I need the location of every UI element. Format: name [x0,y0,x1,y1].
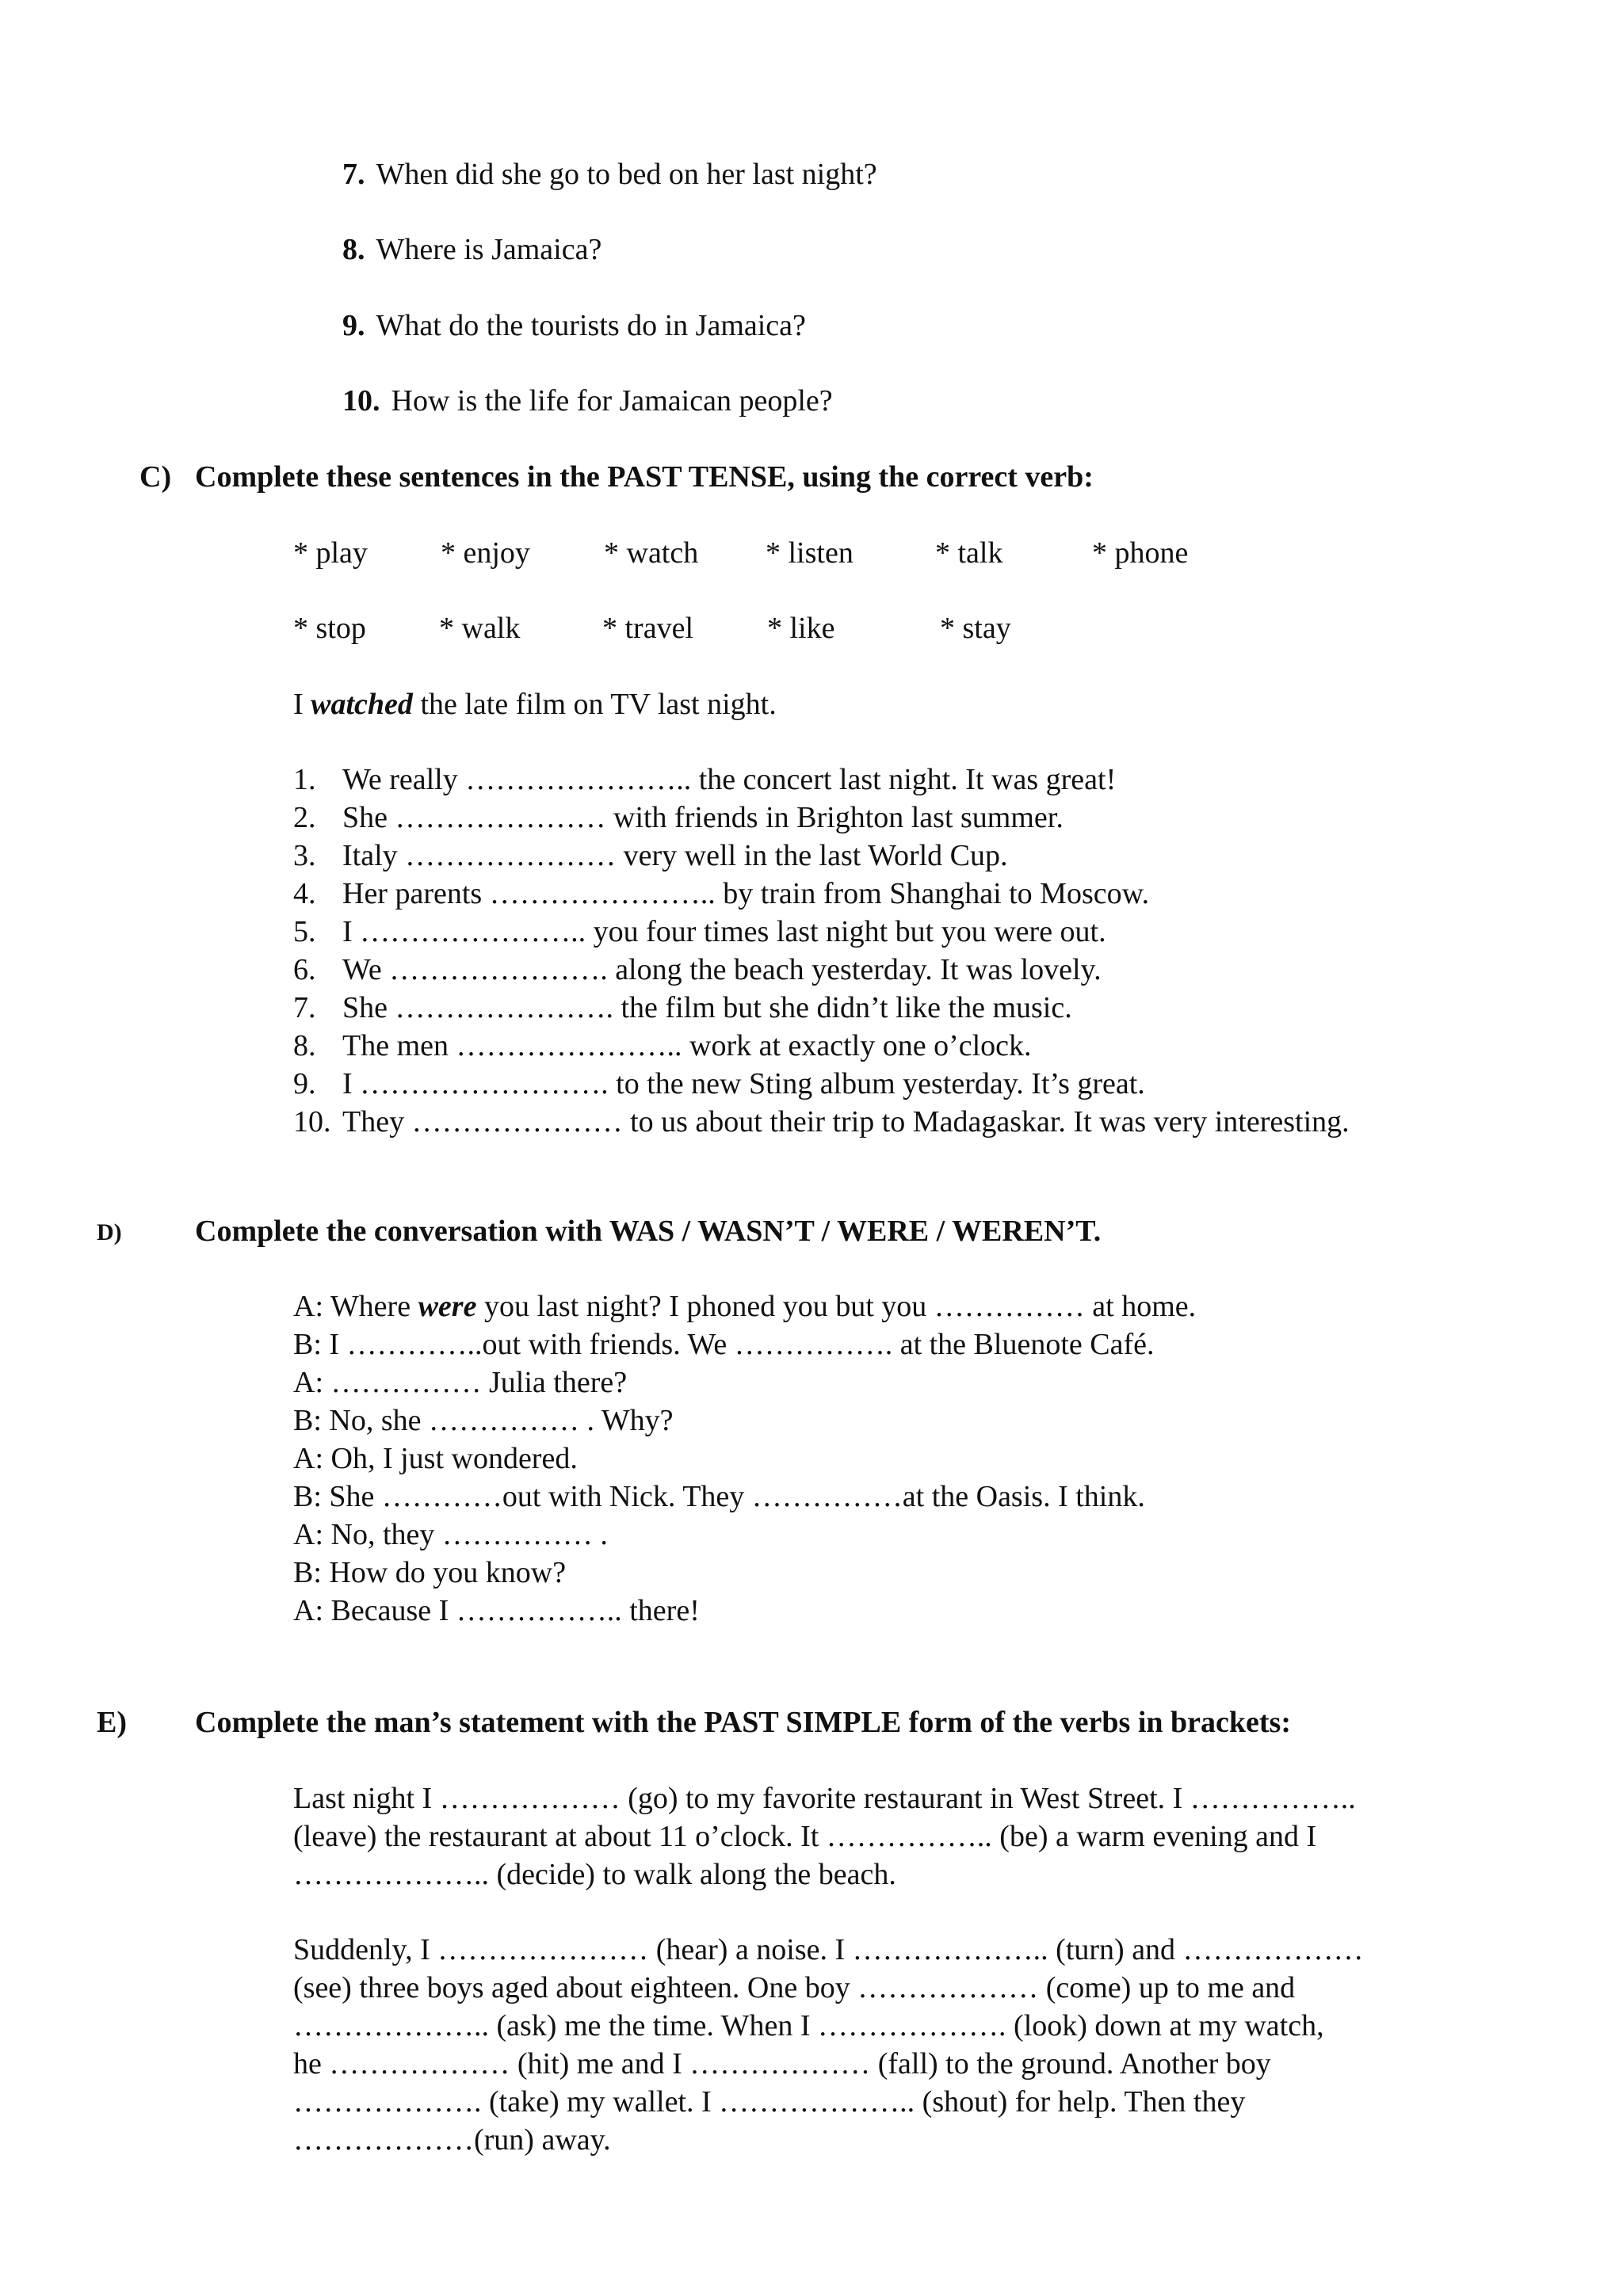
verb-option: * enjoy [441,536,530,570]
conversation-line: A: …………… Julia there? [293,1366,628,1399]
paragraph-line: ………………(run) away. [293,2123,611,2157]
verb-option: * talk [935,536,1003,570]
paragraph-line: ……………….. (ask) me the time. When I ………………. (look) down at my watch, [293,2009,1324,2042]
section-e-paragraph-2 [293,1931,1466,2159]
section-e-title: Complete the man’s statement with the PAST SIMPLE form of the verbs in brackets: [195,1706,1291,1739]
paragraph-line: ……………….. (decide) to walk along the beach. [293,1858,896,1891]
section-d-label: D) [97,1219,122,1245]
conversation-line: B: I …………..out with friends. We ……………. at the Bluenote Café. [293,1328,1155,1361]
conversation-line: B: No, she …………… . Why? [293,1404,674,1437]
section-e-label: E) [97,1706,127,1739]
verb-option: * stop [293,612,366,645]
verb-option: * travel [602,612,694,645]
conversation-line: B: She …………out with Nick. They ……………at the Oasis. I think. [293,1480,1145,1513]
section-d-title: Complete the conversation with WAS / WASN’T / WERE / WEREN’T. [195,1215,1102,1248]
section-e-paragraph-1 [293,1779,1466,1894]
conversation-line: A: No, they …………… . [293,1518,608,1551]
paragraph-line: Last night I ……………… (go) to my favorite restaurant in West Street. I …………….. [293,1782,1356,1815]
question-7: 7. When did she go to bed on her last night? [342,158,877,191]
paragraph-line: (leave) the restaurant at about 11 o’clock. It …………….. (be) a warm evening and I [293,1820,1317,1853]
verb-option: * stay [940,612,1011,645]
conversation-line: A: Where were you last night? I phoned you but you …………… at home. [293,1290,1197,1323]
question-8: 8. Where is Jamaica? [342,233,602,266]
section-c-example: I watched the late film on TV last night. [293,688,777,721]
paragraph-line: he ……………… (hit) me and I ……………… (fall) to the ground. Another boy [293,2047,1271,2081]
verb-option: * walk [439,612,521,645]
paragraph-line: Suddenly, I ………………… (hear) a noise. I ……………….. (turn) and ……………… [293,1933,1364,1966]
question-10: 10. How is the life for Jamaican people? [342,384,833,418]
section-d-conversation [293,1287,1196,1630]
verb-option: * play [293,536,368,570]
verb-option: * phone [1092,536,1189,570]
conversation-line: A: Because I …………….. there! [293,1594,700,1627]
conversation-line: B: How do you know? [293,1556,567,1589]
paragraph-line: (see) three boys aged about eighteen. One boy ……………… (come) up to me and [293,1971,1296,2004]
question-9: 9. What do the tourists do in Jamaica? [342,309,806,342]
section-c-label: C) [139,460,172,494]
verb-option: * listen [766,536,854,570]
conversation-line: A: Oh, I just wondered. [293,1442,578,1475]
section-c-title: Complete these sentences in the PAST TENSE, using the correct verb: [195,460,1094,494]
verb-option: * like [767,612,835,645]
paragraph-line: ………………. (take) my wallet. I ……………….. (shout) for help. Then they [293,2085,1246,2119]
verb-option: * watch [604,536,699,570]
